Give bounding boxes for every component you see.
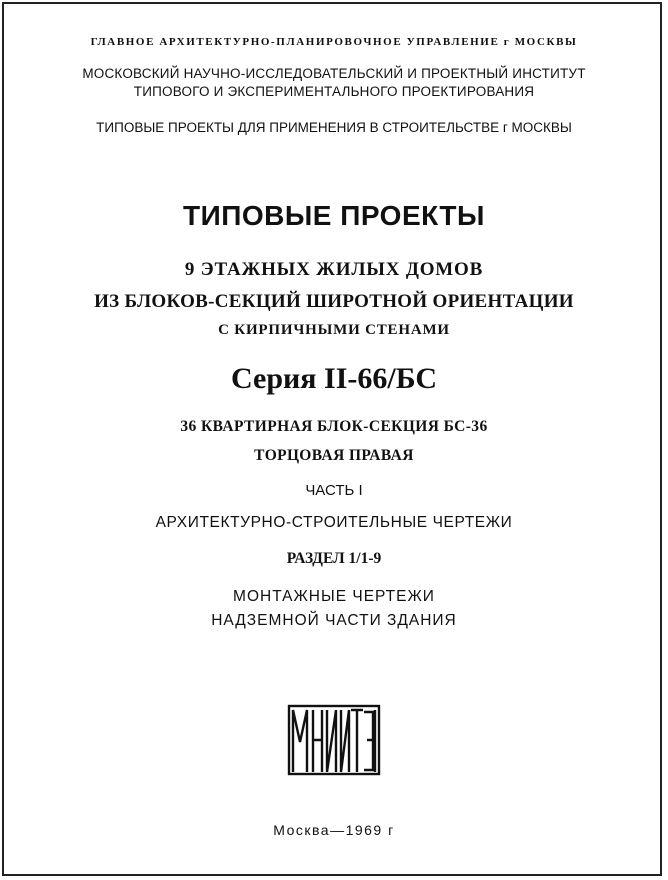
part-label: ЧАСТЬ I	[305, 482, 363, 499]
title-page	[2, 2, 662, 876]
subtitle-line1: 9 ЭТАЖНЫХ ЖИЛЫХ ДОМОВ	[184, 259, 484, 280]
series-title: Серия II-66/БС	[230, 362, 437, 395]
subtitle-line2: ИЗ БЛОКОВ-СЕКЦИЙ ШИРОТНОЙ ОРИЕНТАЦИИ	[94, 291, 574, 312]
institute-name-line2: ТИПОВОГО И ЭКСПЕРИМЕНТАЛЬНОГО ПРОЕКТИРОВАНИЯ	[133, 84, 535, 99]
content-line1: МОНТАЖНЫЕ ЧЕРТЕЖИ	[233, 588, 435, 605]
chapter-label: РАЗДЕЛ 1/1-9	[286, 550, 382, 567]
block-section-line1: 36 КВАРТИРНАЯ БЛОК-СЕКЦИЯ БС-36	[180, 418, 488, 435]
block-section-line2: ТОРЦОВАЯ ПРАВАЯ	[254, 447, 414, 464]
document-title: ТИПОВЫЕ ПРОЕКТЫ	[183, 200, 485, 231]
application-note: ТИПОВЫЕ ПРОЕКТЫ ДЛЯ ПРИМЕНЕНИЯ В СТРОИТЕЛЬСТВЕ г МОСКВЫ	[96, 120, 572, 135]
institute-name-line1: МОСКОВСКИЙ НАУЧНО-ИССЛЕДОВАТЕЛЬСКИЙ И ПРОЕКТНЫЙ ИНСТИТУТ	[82, 66, 586, 81]
ministry-heading: ГЛАВНОЕ АРХИТЕКТУРНО-ПЛАНИРОВОЧНОЕ УПРАВЛЕНИЕ г МОСКВЫ	[90, 36, 578, 48]
city-year: Москва—1969 г	[273, 822, 395, 838]
institute-logo-icon	[287, 704, 381, 776]
subtitle-line3: С КИРПИЧНЫМИ СТЕНАМИ	[218, 322, 450, 338]
content-line2: НАДЗЕМНОЙ ЧАСТИ ЗДАНИЯ	[211, 612, 457, 629]
drawings-label: АРХИТЕКТУРНО-СТРОИТЕЛЬНЫЕ ЧЕРТЕЖИ	[155, 514, 513, 531]
